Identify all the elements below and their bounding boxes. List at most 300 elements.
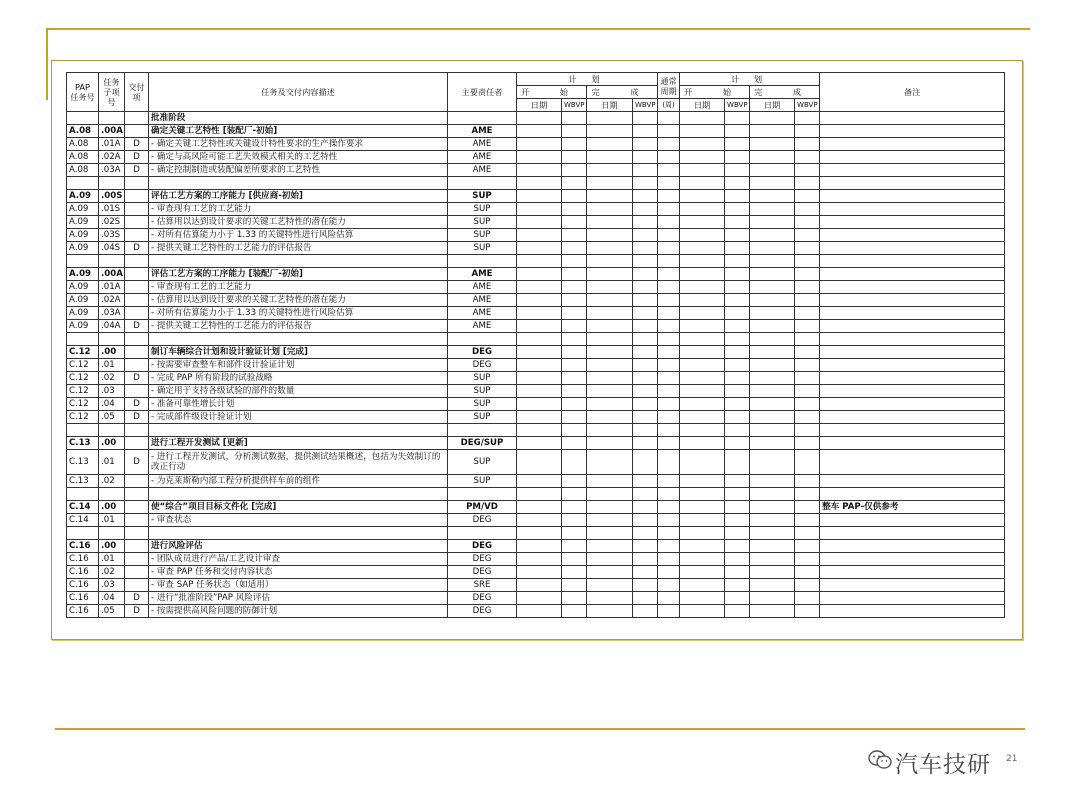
plan-cell (587, 229, 633, 242)
note (820, 229, 1005, 242)
plan-cell (658, 553, 680, 566)
plan-cell (795, 553, 820, 566)
empty-cell (587, 112, 633, 125)
plan-cell (633, 307, 658, 320)
subtask-id: .02A (99, 294, 125, 307)
plan-cell (658, 475, 680, 488)
subtask-id: .04 (99, 592, 125, 605)
plan-cell (750, 450, 795, 475)
task-id: A.09 (67, 307, 99, 320)
group-row (67, 346, 1005, 359)
task-id: C.16 (67, 566, 99, 579)
owner: DEG (448, 566, 517, 579)
plan-cell (795, 216, 820, 229)
plan-cell (517, 346, 562, 359)
plan-cell (562, 398, 587, 411)
plan-cell (680, 138, 725, 151)
subtask-id: .00 (99, 501, 125, 514)
plan-cell (562, 203, 587, 216)
empty-cell (125, 177, 149, 190)
task-description: - 按需要审查整车和部件设计验证计划 (149, 359, 448, 372)
note (820, 268, 1005, 281)
owner: AME (448, 307, 517, 320)
plan-cell (795, 385, 820, 398)
plan-cell (725, 501, 750, 514)
plan-cell (562, 566, 587, 579)
deliverable-flag (125, 294, 149, 307)
empty-cell (633, 112, 658, 125)
section-row (67, 112, 1005, 125)
plan-cell (750, 514, 795, 527)
task-id: A.09 (67, 229, 99, 242)
plan-cell (680, 398, 725, 411)
plan-cell (795, 125, 820, 138)
empty-cell (820, 333, 1005, 346)
empty-cell (658, 255, 680, 268)
wechat-icon (868, 749, 892, 771)
plan-cell (725, 203, 750, 216)
plan-cell (658, 151, 680, 164)
deliverable-flag (125, 203, 149, 216)
plan-cell (750, 307, 795, 320)
plan-cell (517, 372, 562, 385)
empty-cell (125, 527, 149, 540)
plan-cell (633, 579, 658, 592)
header-wbvp: WBVP (725, 99, 750, 112)
task-id: A.09 (67, 281, 99, 294)
plan-cell (750, 268, 795, 281)
empty-cell (658, 527, 680, 540)
table-frame (51, 60, 1023, 640)
plan-cell (658, 592, 680, 605)
plan-cell (658, 203, 680, 216)
empty-cell (725, 255, 750, 268)
header-start-2: 开 始 (680, 86, 750, 99)
plan-cell (587, 320, 633, 333)
plan-cell (562, 359, 587, 372)
empty-cell (99, 424, 125, 437)
plan-cell (750, 566, 795, 579)
plan-cell (680, 514, 725, 527)
empty-cell (750, 424, 795, 437)
plan-cell (750, 190, 795, 203)
deliverable-flag: D (125, 151, 149, 164)
empty-cell (680, 527, 725, 540)
empty-cell (67, 112, 99, 125)
table-row (67, 450, 1005, 475)
plan-cell (725, 437, 750, 450)
empty-cell (562, 424, 587, 437)
deliverable-flag (125, 579, 149, 592)
plan-cell (517, 203, 562, 216)
plan-cell (517, 450, 562, 475)
deliverable-flag: D (125, 320, 149, 333)
empty-cell (633, 424, 658, 437)
empty-cell (725, 333, 750, 346)
empty-cell (795, 177, 820, 190)
plan-cell (658, 540, 680, 553)
plan-cell (795, 437, 820, 450)
table-row (67, 203, 1005, 216)
task-description: - 准备可靠性增长计划 (149, 398, 448, 411)
table-row (67, 281, 1005, 294)
table-row (67, 411, 1005, 424)
empty-cell (448, 527, 517, 540)
plan-cell (562, 138, 587, 151)
plan-cell (795, 475, 820, 488)
empty-cell (658, 333, 680, 346)
plan-cell (587, 553, 633, 566)
task-id: C.12 (67, 346, 99, 359)
empty-cell (820, 177, 1005, 190)
task-id: C.14 (67, 514, 99, 527)
deliverable-flag (125, 359, 149, 372)
plan-cell (633, 151, 658, 164)
pap-table-body (67, 112, 1005, 618)
task-description: - 审查现有工艺的工艺能力 (149, 203, 448, 216)
plan-cell (587, 398, 633, 411)
plan-cell (517, 605, 562, 618)
plan-cell (517, 579, 562, 592)
empty-cell (149, 177, 448, 190)
note (820, 553, 1005, 566)
table-row (67, 592, 1005, 605)
owner: SUP (448, 203, 517, 216)
watermark-text: 汽车技研 (895, 752, 991, 778)
plan-cell (725, 216, 750, 229)
empty-cell (448, 424, 517, 437)
plan-cell (587, 151, 633, 164)
deliverable-flag (125, 437, 149, 450)
plan-cell (633, 385, 658, 398)
subtask-id: .02 (99, 372, 125, 385)
plan-cell (725, 372, 750, 385)
plan-cell (633, 540, 658, 553)
empty-cell (448, 177, 517, 190)
plan-cell (633, 411, 658, 424)
header-date: 日期 (680, 99, 725, 112)
plan-cell (562, 190, 587, 203)
plan-cell (750, 229, 795, 242)
plan-cell (725, 229, 750, 242)
owner: SRE (448, 579, 517, 592)
plan-cell (750, 346, 795, 359)
owner: DEG (448, 592, 517, 605)
table-row (67, 605, 1005, 618)
task-id: C.16 (67, 540, 99, 553)
plan-cell (725, 346, 750, 359)
plan-cell (587, 475, 633, 488)
note: 整车 PAP-仅供参考 (820, 501, 1005, 514)
deliverable-flag: D (125, 164, 149, 177)
task-id: C.12 (67, 372, 99, 385)
group-row (67, 125, 1005, 138)
plan-cell (633, 320, 658, 333)
header-plan-2: 计 划 (680, 73, 820, 86)
empty-cell (587, 255, 633, 268)
owner: SUP (448, 450, 517, 475)
plan-cell (658, 411, 680, 424)
plan-cell (725, 475, 750, 488)
plan-cell (680, 501, 725, 514)
plan-cell (725, 164, 750, 177)
empty-cell (125, 424, 149, 437)
table-row (67, 372, 1005, 385)
task-id: C.16 (67, 553, 99, 566)
plan-cell (517, 138, 562, 151)
header-date: 日期 (750, 99, 795, 112)
plan-cell (633, 242, 658, 255)
task-description: - 审查 PAP 任务和交付内容状态 (149, 566, 448, 579)
plan-cell (517, 475, 562, 488)
plan-cell (680, 437, 725, 450)
empty-cell (820, 112, 1005, 125)
empty-cell (562, 255, 587, 268)
plan-cell (680, 540, 725, 553)
task-id: C.13 (67, 437, 99, 450)
empty-cell (750, 112, 795, 125)
plan-cell (658, 450, 680, 475)
deliverable-flag (125, 566, 149, 579)
plan-cell (680, 553, 725, 566)
header-plan-1: 计 划 (517, 73, 658, 86)
task-description: - 确定用于支持各级试验的部件的数量 (149, 385, 448, 398)
plan-cell (680, 229, 725, 242)
owner: DEG (448, 346, 517, 359)
subtask-id: .01A (99, 281, 125, 294)
plan-cell (680, 125, 725, 138)
plan-cell (633, 372, 658, 385)
header-wbvp: WBVP (633, 99, 658, 112)
empty-cell (517, 424, 562, 437)
note (820, 605, 1005, 618)
plan-cell (633, 359, 658, 372)
plan-cell (750, 138, 795, 151)
plan-cell (795, 307, 820, 320)
plan-cell (680, 592, 725, 605)
empty-cell (820, 424, 1005, 437)
plan-cell (562, 151, 587, 164)
plan-cell (517, 553, 562, 566)
plan-cell (587, 540, 633, 553)
owner: DEG (448, 605, 517, 618)
table-row (67, 242, 1005, 255)
plan-cell (680, 164, 725, 177)
table-row (67, 307, 1005, 320)
note (820, 385, 1005, 398)
task-description: 进行风险评估 (149, 540, 448, 553)
task-description: - 完成部件级设计验证计划 (149, 411, 448, 424)
plan-cell (517, 514, 562, 527)
plan-cell (562, 216, 587, 229)
deliverable-flag (125, 125, 149, 138)
plan-cell (750, 151, 795, 164)
plan-cell (633, 164, 658, 177)
empty-cell (750, 527, 795, 540)
table-row (67, 216, 1005, 229)
plan-cell (587, 294, 633, 307)
plan-cell (750, 281, 795, 294)
plan-cell (562, 242, 587, 255)
plan-cell (587, 242, 633, 255)
plan-cell (795, 566, 820, 579)
plan-cell (725, 242, 750, 255)
subtask-id: .00S (99, 190, 125, 203)
note (820, 203, 1005, 216)
plan-cell (587, 190, 633, 203)
plan-cell (633, 203, 658, 216)
table-row (67, 579, 1005, 592)
empty-cell (125, 488, 149, 501)
owner: AME (448, 268, 517, 281)
task-description: - 确定关键工艺特性或关键设计特性要求的生产操作要求 (149, 138, 448, 151)
owner: SUP (448, 385, 517, 398)
plan-cell (658, 359, 680, 372)
note (820, 592, 1005, 605)
empty-cell (125, 112, 149, 125)
plan-cell (587, 501, 633, 514)
note (820, 411, 1005, 424)
plan-cell (587, 346, 633, 359)
empty-cell (725, 527, 750, 540)
group-row (67, 437, 1005, 450)
group-row (67, 190, 1005, 203)
plan-cell (633, 281, 658, 294)
deliverable-flag (125, 475, 149, 488)
empty-cell (587, 424, 633, 437)
note (820, 320, 1005, 333)
plan-cell (517, 242, 562, 255)
plan-cell (725, 359, 750, 372)
deliverable-flag: D (125, 592, 149, 605)
plan-cell (587, 138, 633, 151)
header-finish-1: 完 成 (587, 86, 658, 99)
plan-cell (658, 294, 680, 307)
note (820, 475, 1005, 488)
plan-cell (587, 307, 633, 320)
plan-cell (562, 579, 587, 592)
empty-cell (820, 527, 1005, 540)
deliverable-flag: D (125, 411, 149, 424)
note (820, 579, 1005, 592)
plan-cell (633, 229, 658, 242)
task-description: 使“综合”项目目标文件化 [完成] (149, 501, 448, 514)
empty-cell (67, 177, 99, 190)
spacer-row (67, 255, 1005, 268)
plan-cell (680, 242, 725, 255)
plan-cell (658, 566, 680, 579)
empty-cell (750, 177, 795, 190)
plan-cell (750, 398, 795, 411)
plan-cell (633, 450, 658, 475)
plan-cell (795, 346, 820, 359)
plan-cell (795, 281, 820, 294)
plan-cell (658, 398, 680, 411)
task-id: A.08 (67, 125, 99, 138)
task-description: 确定关键工艺特性 [装配厂-初始] (149, 125, 448, 138)
plan-cell (750, 320, 795, 333)
note (820, 281, 1005, 294)
subtask-id: .01 (99, 514, 125, 527)
subtask-id: .01 (99, 359, 125, 372)
plan-cell (633, 475, 658, 488)
plan-cell (750, 501, 795, 514)
task-description: - 对所有估算能力小于 1.33 的关键特性进行风险估算 (149, 307, 448, 320)
plan-cell (658, 138, 680, 151)
task-description: - 完成 PAP 所有阶段的试验战略 (149, 372, 448, 385)
empty-cell (562, 112, 587, 125)
plan-cell (517, 385, 562, 398)
owner: SUP (448, 411, 517, 424)
empty-cell (562, 177, 587, 190)
deliverable-flag (125, 540, 149, 553)
table-row (67, 164, 1005, 177)
subtask-id: .04S (99, 242, 125, 255)
plan-cell (680, 216, 725, 229)
owner: SUP (448, 229, 517, 242)
table-row (67, 138, 1005, 151)
plan-cell (725, 579, 750, 592)
table-row (67, 294, 1005, 307)
empty-cell (633, 488, 658, 501)
subtask-id: .03S (99, 229, 125, 242)
subtask-id: .05 (99, 411, 125, 424)
plan-cell (633, 592, 658, 605)
plan-cell (587, 385, 633, 398)
header-date: 日期 (517, 99, 562, 112)
plan-cell (587, 605, 633, 618)
plan-cell (658, 268, 680, 281)
task-description: 制订车辆综合计划和设计验证计划 [完成] (149, 346, 448, 359)
plan-cell (517, 268, 562, 281)
empty-cell (562, 527, 587, 540)
plan-cell (562, 346, 587, 359)
empty-cell (680, 488, 725, 501)
plan-cell (587, 125, 633, 138)
plan-cell (725, 125, 750, 138)
owner: AME (448, 151, 517, 164)
empty-cell (67, 255, 99, 268)
plan-cell (750, 475, 795, 488)
deliverable-flag: D (125, 372, 149, 385)
subtask-id: .04A (99, 320, 125, 333)
deliverable-flag: D (125, 138, 149, 151)
empty-cell (795, 424, 820, 437)
plan-cell (562, 605, 587, 618)
plan-cell (562, 385, 587, 398)
plan-cell (795, 501, 820, 514)
group-row (67, 501, 1005, 514)
task-description: - 审查状态 (149, 514, 448, 527)
empty-cell (67, 333, 99, 346)
plan-cell (562, 307, 587, 320)
plan-cell (587, 411, 633, 424)
task-description: - 确定与高风险可能工艺失效模式相关的工艺特性 (149, 151, 448, 164)
plan-cell (680, 450, 725, 475)
empty-cell (795, 255, 820, 268)
subtask-id: .00 (99, 540, 125, 553)
plan-cell (587, 372, 633, 385)
plan-cell (680, 566, 725, 579)
plan-cell (517, 151, 562, 164)
subtask-id: .02 (99, 566, 125, 579)
table-row (67, 514, 1005, 527)
task-description: - 提供关键工艺特性的工艺能力的评估报告 (149, 242, 448, 255)
plan-cell (517, 566, 562, 579)
task-id: C.13 (67, 450, 99, 475)
plan-cell (517, 294, 562, 307)
plan-cell (725, 566, 750, 579)
